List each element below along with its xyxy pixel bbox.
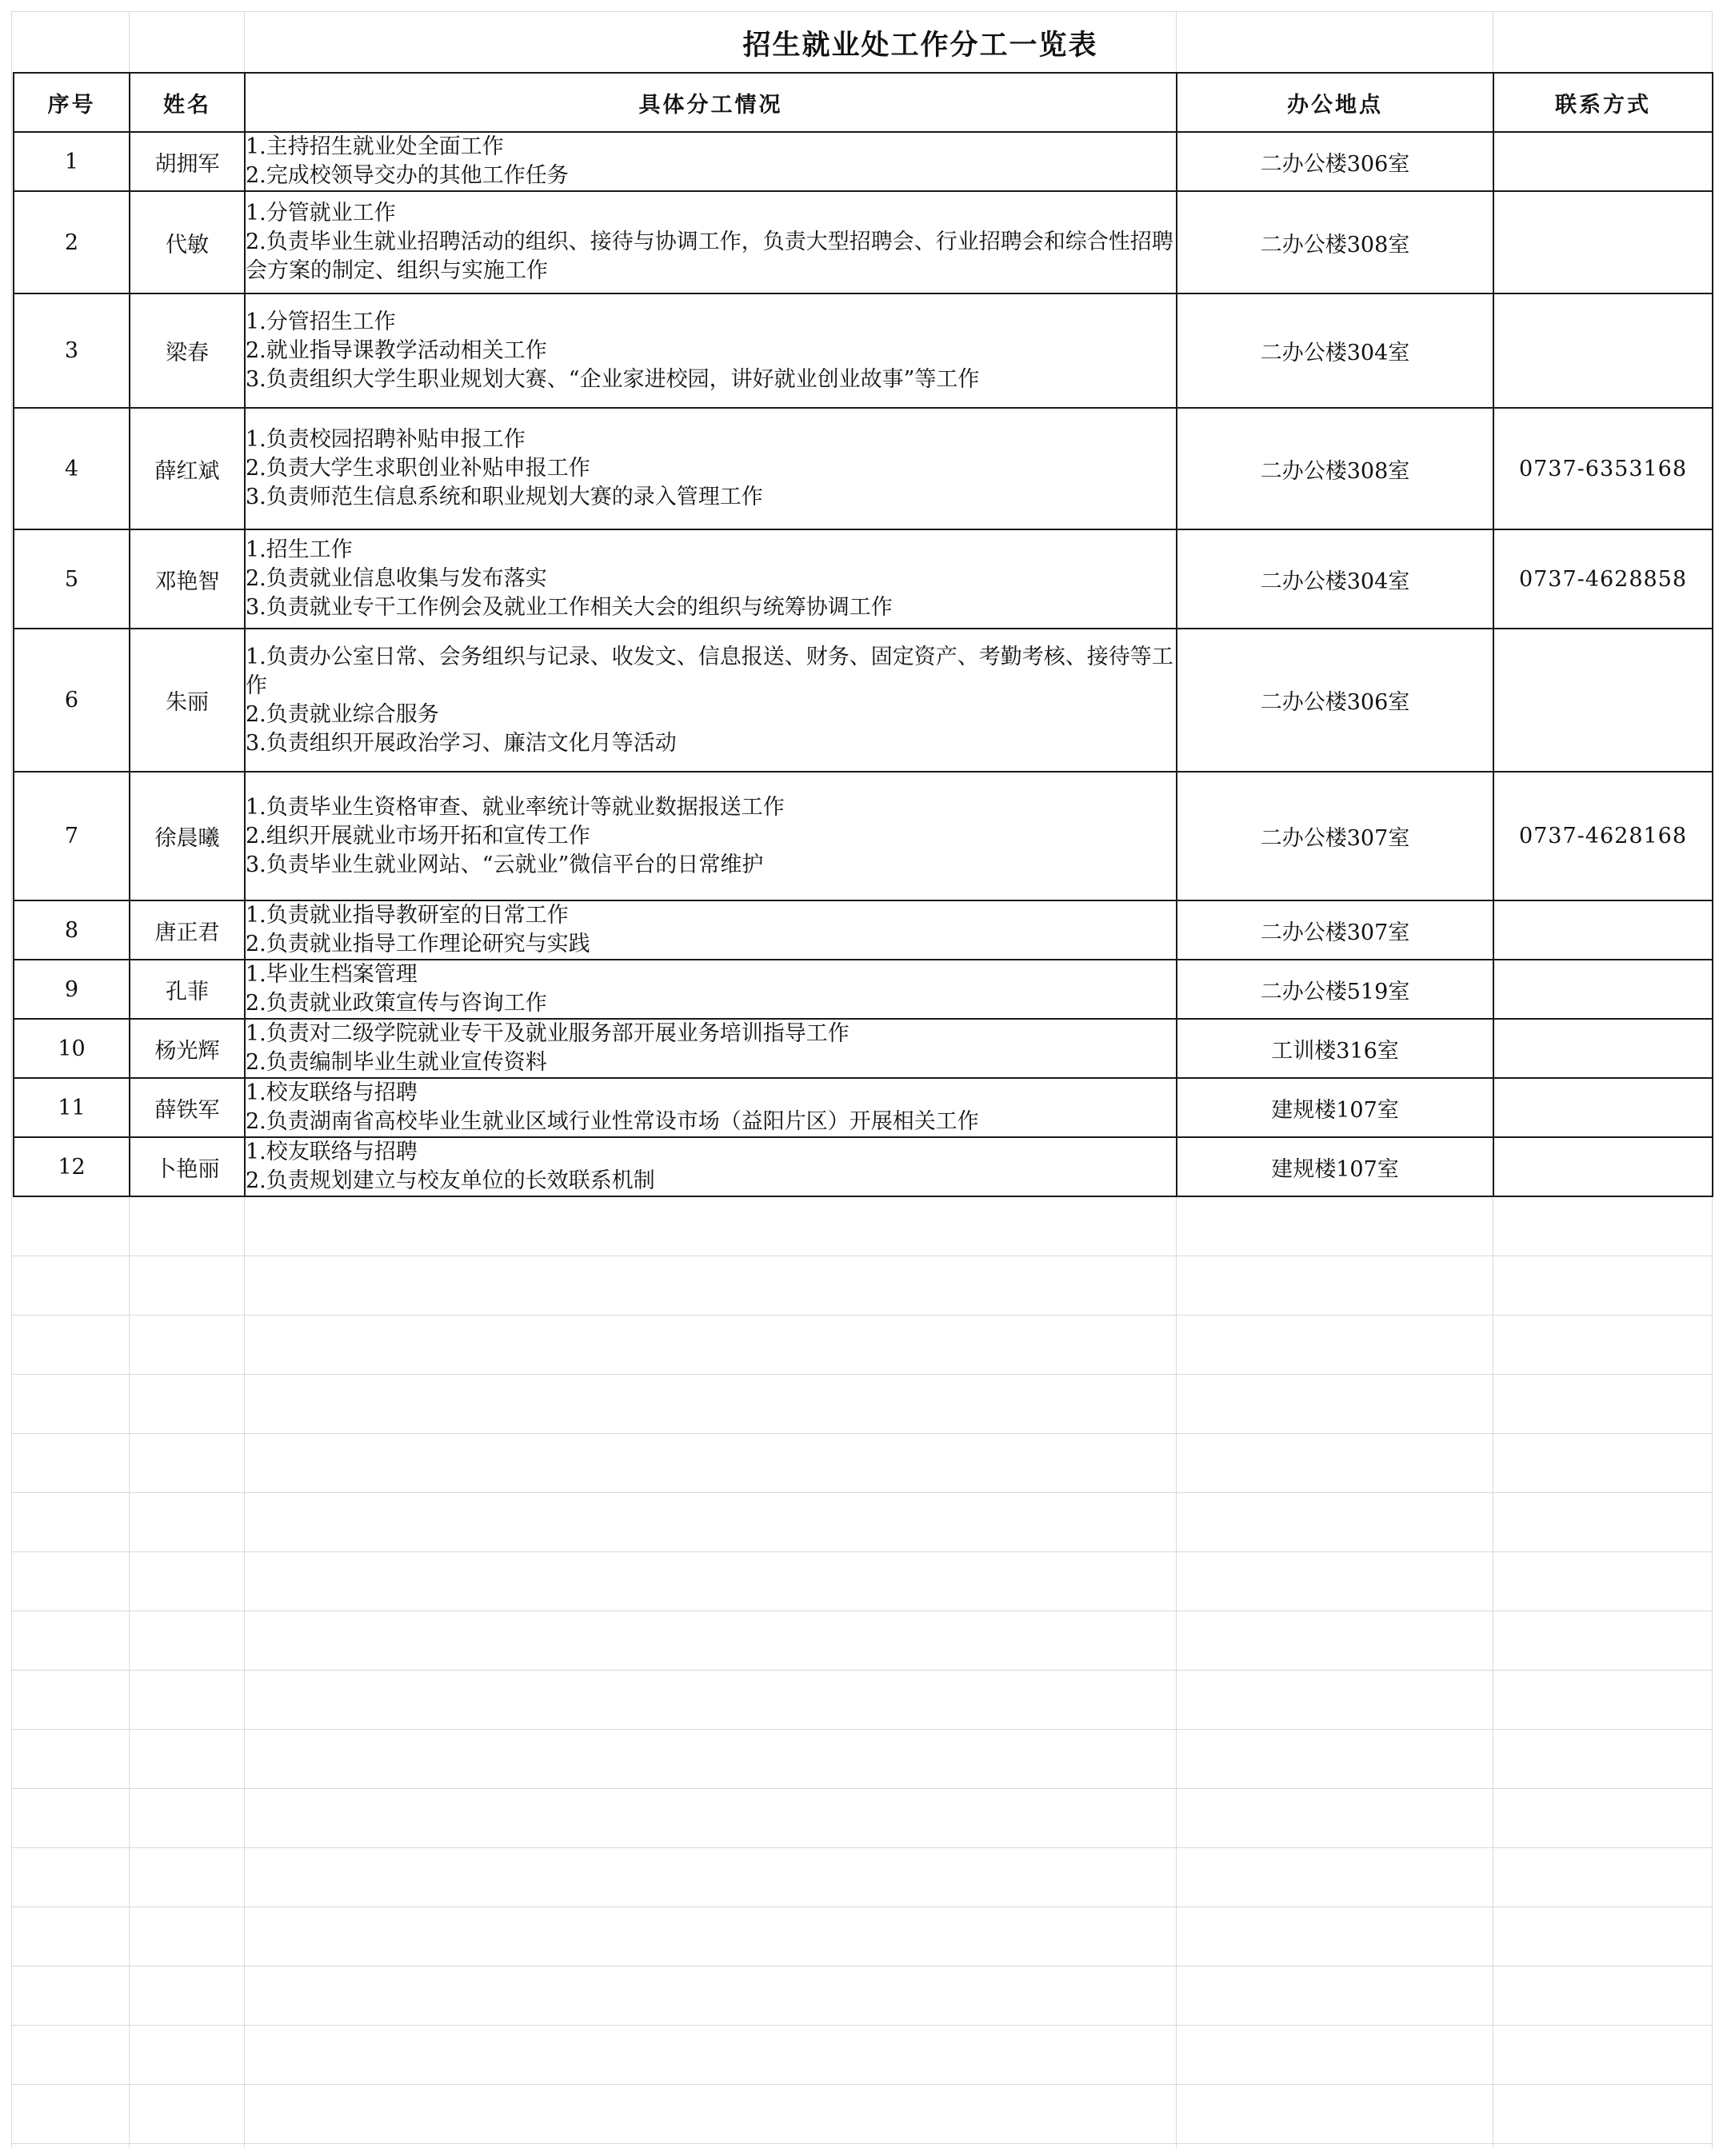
row-number: 3 [14,293,130,408]
gridline [11,1729,1712,1730]
table-row [14,1078,1713,1137]
duty-line: 3.负责组织大学生职业规划大赛、“企业家进校园，讲好就业创业故事”等工作 [246,366,980,392]
row-name: 朱丽 [130,629,245,772]
row-name: 薛红斌 [130,408,245,529]
gridline [11,1492,1712,1493]
row-phone [1493,1078,1713,1137]
duty-line: 2.负责就业综合服务 [246,701,439,727]
row-phone [1493,293,1713,408]
duty-line: 3.负责师范生信息系统和职业规划大赛的录入管理工作 [246,485,763,509]
duty-line: 2.负责编制毕业生就业宣传资料 [246,1050,547,1075]
gridline [11,1551,1712,1552]
table-row [14,408,1713,529]
row-office: 二办公楼304室 [1177,529,1493,629]
row-name: 卜艳丽 [130,1137,245,1196]
duty-line: 2.负责大学生求职创业补贴申报工作 [246,456,590,481]
row-number: 11 [14,1078,130,1137]
gridline [11,1788,1712,1789]
row-number: 7 [14,772,130,900]
duty-line: 1.负责毕业生资格审查、就业率统计等就业数据报送工作 [246,794,785,820]
duty-line: 1.分管招生工作 [246,309,396,334]
row-office: 建规楼107室 [1177,1078,1493,1137]
row-phone [1493,900,1713,960]
row-office: 二办公楼308室 [1177,408,1493,529]
row-name: 薛铁军 [130,1078,245,1137]
table-row [14,529,1713,629]
row-duties [245,408,1177,529]
gridline [11,2143,1712,2144]
row-name: 唐正君 [130,900,245,960]
duty-line: 1.负责办公室日常、会务组织与记录、收发文、信息报送、财务、固定资产、考勤考核、接待等工作 [246,644,1173,698]
row-number: 6 [14,629,130,772]
duty-line: 1.主持招生就业处全面工作 [246,134,504,159]
table-row [14,960,1713,1019]
row-name: 邓艳智 [130,529,245,629]
duty-line: 2.组织开展就业市场开拓和宣传工作 [246,823,590,848]
row-number: 9 [14,960,130,1019]
row-office: 二办公楼306室 [1177,132,1493,191]
row-office: 二办公楼308室 [1177,191,1493,293]
duty-line: 2.负责就业指导工作理论研究与实践 [246,932,590,956]
row-phone [1493,132,1713,191]
duty-table [13,72,1713,1197]
row-duties [245,1137,1177,1196]
header-no: 序号 [14,73,130,132]
gridline [11,1433,1712,1434]
duty-line: 1.负责对二级学院就业专干及就业服务部开展业务培训指导工作 [246,1021,850,1046]
gridline [11,11,1712,12]
row-duties [245,629,1177,772]
row-phone [1493,1137,1713,1196]
table-row [14,191,1713,293]
row-office: 二办公楼307室 [1177,772,1493,900]
row-number: 1 [14,132,130,191]
duty-line: 3.负责就业专干工作例会及就业工作相关大会的组织与统筹协调工作 [246,595,893,620]
row-phone: 0737-6353168 [1493,408,1713,529]
table-row [14,900,1713,960]
row-name: 梁春 [130,293,245,408]
row-number: 5 [14,529,130,629]
gridline [11,1670,1712,1671]
duty-line: 2.负责规划建立与校友单位的长效联系机制 [246,1168,655,1193]
duty-line: 2.负责毕业生就业招聘活动的组织、接待与协调工作，负责大型招聘会、行业招聘会和综合性招聘会方案的制定、组织与实施工作 [246,230,1173,283]
duty-line: 2.负责湖南省高校毕业生就业区域行业性常设市场（益阳片区）开展相关工作 [246,1109,979,1134]
duty-line: 2.负责就业信息收集与发布落实 [246,566,547,591]
duty-line: 3.负责毕业生就业网站、“云就业”微信平台的日常维护 [246,852,764,877]
gridline [11,11,12,2148]
row-office: 二办公楼307室 [1177,900,1493,960]
row-duties [245,900,1177,960]
row-duties [245,293,1177,408]
duty-line: 2.就业指导课教学活动相关工作 [246,337,547,363]
table-row [14,132,1713,191]
row-duties [245,1078,1177,1137]
row-office: 工训楼316室 [1177,1019,1493,1078]
header-office: 办公地点 [1177,73,1493,132]
header-row [14,73,1713,132]
row-name: 孔菲 [130,960,245,1019]
row-number: 4 [14,408,130,529]
duty-line: 2.完成校领导交办的其他工作任务 [246,163,569,188]
gridline [11,1374,1712,1375]
table-row [14,772,1713,900]
table-row [14,1137,1713,1196]
row-duties [245,132,1177,191]
row-number: 10 [14,1019,130,1078]
gridline [11,1906,1712,1907]
row-phone: 0737-4628858 [1493,529,1713,629]
row-office: 建规楼107室 [1177,1137,1493,1196]
row-name: 杨光辉 [130,1019,245,1078]
duty-line: 2.负责就业政策宣传与咨询工作 [246,991,547,1016]
table-row [14,293,1713,408]
sheet-title: 招生就业处工作分工一览表 [742,29,1098,62]
row-duties [245,191,1177,293]
gridline [11,2084,1712,2085]
row-phone [1493,629,1713,772]
gridline [11,1847,1712,1848]
row-phone: 0737-4628168 [1493,772,1713,900]
row-phone [1493,960,1713,1019]
header-duties: 具体分工情况 [245,73,1177,132]
row-duties [245,772,1177,900]
row-office: 二办公楼519室 [1177,960,1493,1019]
gridline [11,2025,1712,2026]
duty-line: 1.毕业生档案管理 [246,962,418,987]
row-name: 胡拥军 [130,132,245,191]
row-number: 2 [14,191,130,293]
table-row [14,1019,1713,1078]
row-number: 8 [14,900,130,960]
duty-line: 1.负责校园招聘补贴申报工作 [246,427,526,452]
row-duties [245,1019,1177,1078]
row-office: 二办公楼304室 [1177,293,1493,408]
row-number: 12 [14,1137,130,1196]
duty-line: 1.校友联络与招聘 [246,1140,418,1164]
duty-line: 3.负责组织开展政治学习、廉洁文化月等活动 [246,730,677,756]
header-contact: 联系方式 [1493,73,1713,132]
row-duties [245,529,1177,629]
header-name: 姓名 [130,73,245,132]
row-name: 徐晨曦 [130,772,245,900]
row-name: 代敏 [130,191,245,293]
gridline [11,1315,1712,1316]
row-phone [1493,1019,1713,1078]
table-row [14,629,1713,772]
duty-line: 1.分管就业工作 [246,201,396,226]
duty-line: 1.负责就业指导教研室的日常工作 [246,903,569,928]
row-duties [245,960,1177,1019]
row-phone [1493,191,1713,293]
duty-line: 1.招生工作 [246,537,353,562]
duty-line: 1.校友联络与招聘 [246,1080,418,1105]
row-office: 二办公楼306室 [1177,629,1493,772]
